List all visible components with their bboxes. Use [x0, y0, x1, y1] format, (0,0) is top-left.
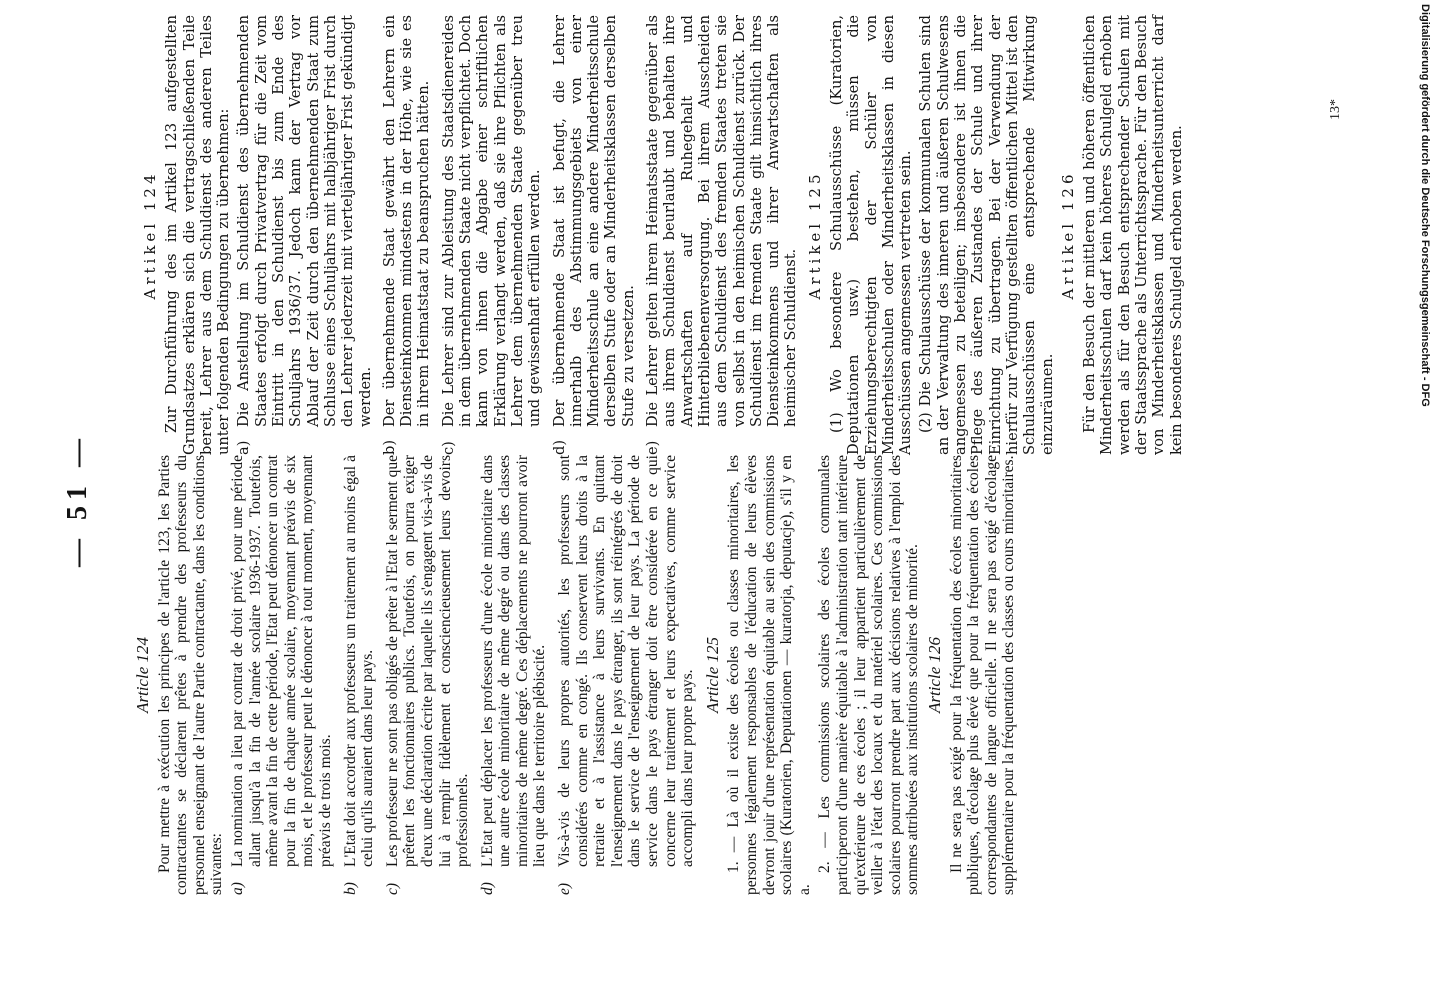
de-art124-item-d [551, 15, 637, 455]
item-label: e) [556, 882, 574, 895]
fr-art126-p1: Il ne sera pas exigé pour la fréquentation des écoles minoritaires publiques, d'écolage plus élevé que pour la fréquentation des écoles correspondantes de langue officielle. Il ne sera pas exigé d'écolage supplémentaire pour la fréquentation des classes ou cours minoritaires. [947, 455, 1018, 895]
item-text: Vis-à-vis de leurs propres autorités, les professeurs sont considérés comme en congé. Ils conservent leurs droits à la retraite et à l'assistance à leurs survivants. En quittant l'enseignement dans le pays étranger, ils sont réintégrés de droit dans le service de l'enseignement de leur pays. La période de service dans le pays étranger doit être considérée en ce qui concerne leur traitement et leurs expectatives, comme service accompli dans leur propre pays. [556, 455, 697, 867]
item-label: b) [380, 439, 398, 455]
de-art124-item-e [644, 15, 800, 455]
de-art124-item-c [440, 15, 544, 455]
fr-art124-item-b [342, 455, 377, 895]
item-text: Die Lehrer gelten ihrem Heimatsstaate gegenüber als aus ihrem Schuldienst beurlaubt und behalten ihre Anwartschaften auf Ruhegehalt und Hinterbliebenenversorgung. Bei ihrem Ausscheiden aus dem Schuldienst des fremden Staates treten sie von selbst in den heimischen Schuldienst zurück. Der Schuldienst im fremden Staate gilt hinsichtlich ihres Diensteinkommens und ihrer Anwartschaften als heimischer Schuldienst. [644, 15, 800, 427]
de-art126-heading: Artikel 126 [1058, 170, 1077, 300]
de-art125-p1: (1) Wo besondere Schulausschüsse (Kuratorien, Deputationen usw.) bestehen, müssen die Erziehungsberechtigten der Schüler von Minderheitsschulen oder Minderheitsklassen in diesen Ausschüssen angemessen vertreten sein. [827, 15, 915, 455]
item-label: d) [550, 439, 568, 455]
item-label: c) [439, 441, 457, 455]
fr-art124-intro: Pour mettre à exécution les principes de l'article 123, les Parties contractantes se déclarent prêtes à prendre des professeurs du personnel enseignant de l'autre Partie contractante, dans les conditions suivantes: [155, 455, 226, 895]
fr-art125-p2: 2. — Les commissions scolaires des écoles communales participeront d'une manière équitable à l'administration tant intérieure qu'extérieure de ces écoles ; il leur appartient particulièrement de veiller à l'état des locaux et du matériel scolaires. Ces commissions scolaires pourront prendre part aux décisions relatives à l'emploi des sommes attribuées aux institutions scolaires de minorité. [816, 455, 922, 895]
digitization-credit [1417, 4, 1433, 996]
de-art125-p2: (2) Die Schulausschüsse der kommunalen Schulen sind an der Verwaltung des inneren und äußeren Schulwesens angemessen zu beteiligen; insbesondere ist ihnen die Pflege des äußeren Zustandes der Schule und ihrer Einrichtung zu übertragen. Bei der Verwendung der hierfür zur Verfügung gestellten öffentlichen Mittel ist den Schulausschüssen eine entsprechende Mitwirkung einzuräumen. [917, 15, 1056, 455]
german-column [138, 15, 1188, 455]
fr-art124-heading: Article 124 [133, 637, 152, 714]
de-art124-item-a [235, 15, 373, 455]
de-art125-heading: Artikel 125 [805, 170, 824, 300]
item-text: Der übernehmende Staat ist befugt, die Lehrer innerhalb des Abstimmungsgebiets von einer Minderheitsschule an eine andere Minderheitsschule derselben Stufe oder an Minderheitsklassen derselben Stufe zu versetzen. [550, 15, 637, 427]
fr-art125-heading: Article 125 [702, 637, 722, 714]
fr-art124-item-d [479, 455, 549, 895]
item-label: d) [478, 882, 496, 895]
item-text: L'Etat peut déplacer les professeurs d'une école minoritaire dans une autre école minoritaire de même degré ou dans des classes minoritaires de même degré. Ces déplacements ne pourront avoir lieu que dans le territoire plébiscité. [478, 455, 549, 867]
de-art126-p1: Für den Besuch der mittleren und höheren öffentlichen Minderheitsschulen darf kein höheres Schulgeld erhoben werden als für den Besuch entsprechender Schulen mit der Staatssprache als Unterrichtssprache. Für den Besuch von Minderheitsklassen und Minderheitsunterricht darf kein besonderes Schulgeld erhoben werden. [1081, 15, 1185, 455]
item-label: e) [644, 440, 662, 455]
fr-art124-item-e [556, 455, 697, 895]
item-label: a) [228, 882, 246, 895]
french-column [130, 455, 1021, 895]
signature-mark: 13* [1328, 99, 1343, 120]
page-number: — 51 — [62, 433, 93, 567]
item-text: Die Lehrer sind zur Ableistung des Staatsdienereides in dem übernehmenden Staate nicht verpflichtet. Doch kann von ihnen die Abgabe einer schriftlichen Erklärung verlangt werden, daß sie ihre Pflichten als Lehrer dem übernehmenden Staate gegenüber treu und gewissenhaft erfüllen werden. [439, 15, 544, 427]
credit-text: Digitalisierung gefördert durch die Deutsche Forschungsgemeinschaft - DFG [1419, 4, 1431, 407]
de-art124-intro: Zur Durchführung des im Artikel 123 aufgestellten Grundsatzes erklären sich die vertragschließenden Teile bereit, Lehrer aus dem Schuldienst des anderen Teiles unter folgenden Bedingungen zu übernehmen: [163, 15, 233, 455]
de-art124-heading: Artikel 124 [141, 170, 159, 300]
item-text: Der übernehmende Staat gewährt den Lehrern ein Diensteinkommen mindestens in der Höhe, wie sie es in ihrem Heimatstaat zu beanspruchen hätten. [380, 15, 433, 427]
de-art124-item-b [381, 15, 433, 455]
fr-art126-heading: Article 126 [924, 637, 944, 714]
item-text: La nomination a lieu par contrat de droit privé, pour une période allant jusqu'à la fin de l'année scolaire 1936-1937. Toutefois, même avant la fin de cette période, l'Etat peut dénoncer un contrat pour la fin de chaque année scolaire, moyennant préavis de six mois, et le professeur peut le dénoncer à tout moment, moyennant préavis de trois mois. [228, 455, 334, 867]
item-text: L'Etat doit accorder aux professeurs un traitement au moins égal à celui qu'ils auraient dans leur pays. [341, 455, 377, 867]
item-label: a) [235, 440, 253, 455]
item-label: b) [341, 882, 359, 895]
fr-art124-item-a [229, 455, 335, 895]
fr-art124-item-c [384, 455, 472, 895]
item-text: Les professeur ne sont pas obligés de prêter à l'Etat le serment que prêtent les fonctionnaires publics. Toutefois, on pourra exiger d'eux une déclaration écrite par laquelle ils s'engagent vis-à-vis de lui à remplir fidèlement et consciencieusement leurs devoirs professionnels. [383, 455, 472, 867]
item-text: Die Anstellung im Schuldienst des übernehmenden Staates erfolgt durch Privatvertrag für die Zeit vom Eintritt in den Schuldienst bis zum Ende des Schuljahrs 1936/37. Jedoch kann der Vertrag vor Ablauf der Zeit durch den übernehmenden Staat zum Schlusse eines Schuljahrs mit halbjähriger Frist durch den Lehrer jederzeit mit vierteljähriger Frist gekündigt werden. [235, 15, 374, 427]
fr-art125-p1: 1. — Là où il existe des écoles ou classes minoritaires, les personnes légalement responsables de l'éducation de leurs élèves devront jouir d'une représentation équitable au sein des commissions scolaires (Kuratorien, Deputationen — kuratorja, deputacje), s'il y en a. [725, 455, 813, 895]
item-label: c) [383, 882, 401, 895]
